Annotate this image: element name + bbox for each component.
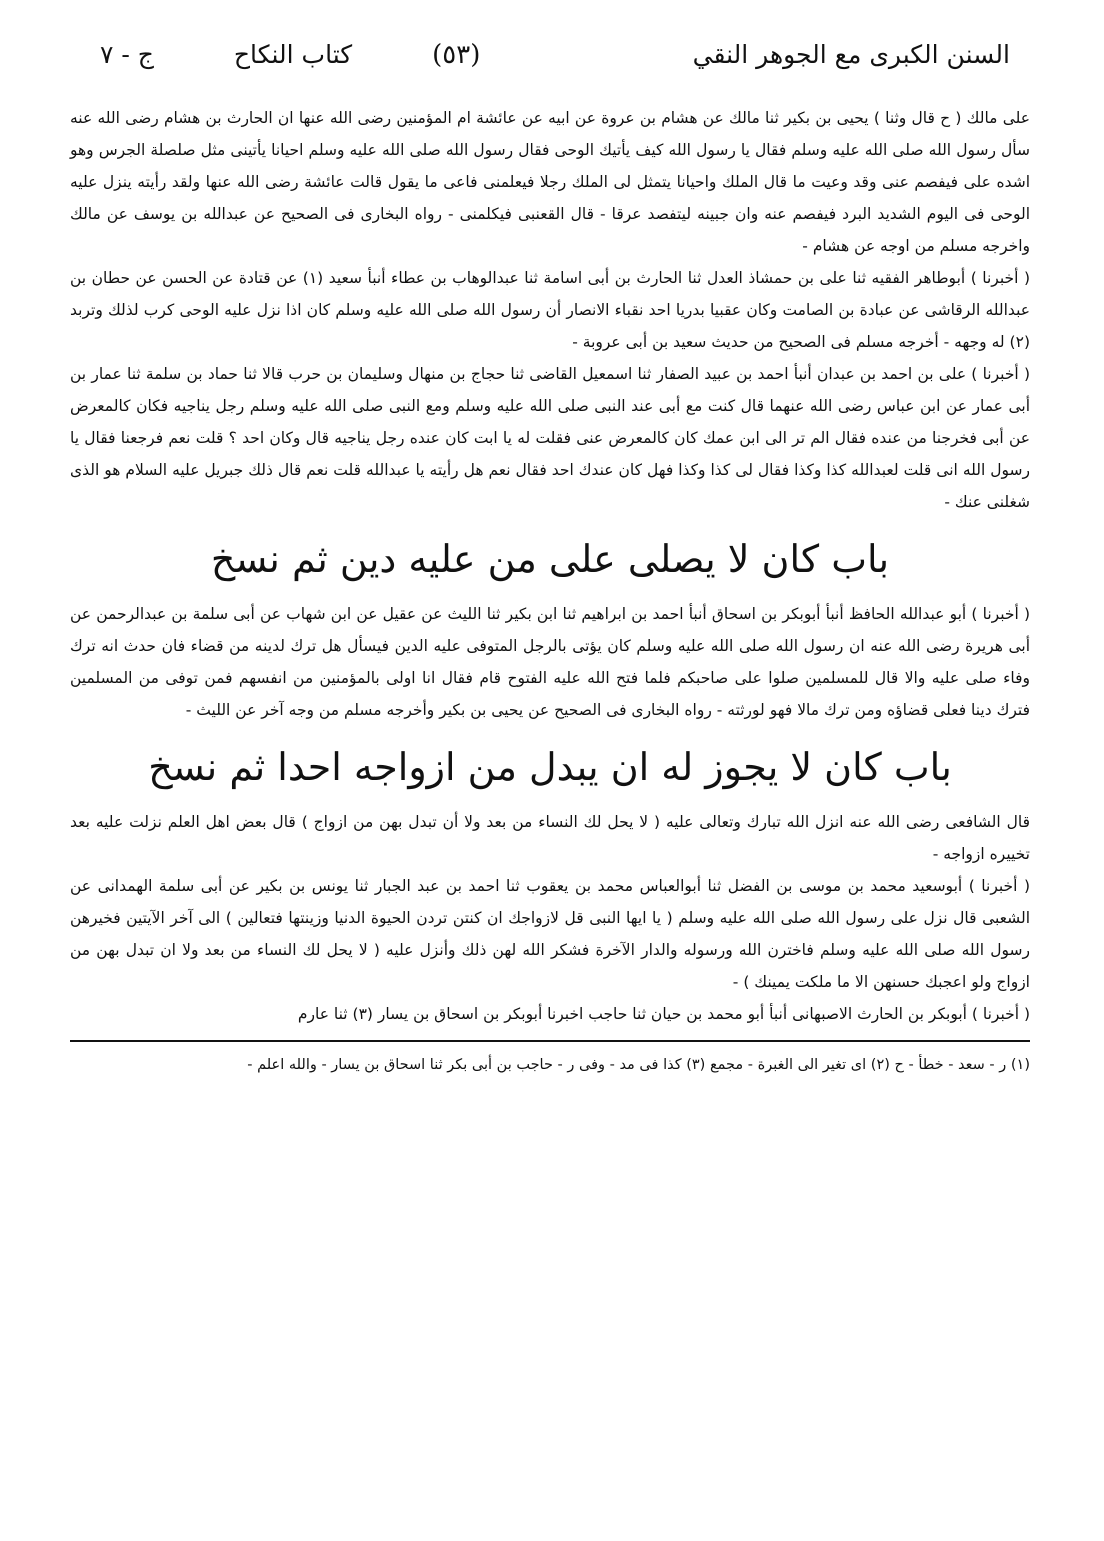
section-heading-debt-prayer: باب كان لا يصلى على من عليه دين ثم نسخ [210, 537, 890, 581]
paragraph-hadith-shabi: ( أخبرنا ) أبوسعيد محمد بن موسى بن الفضل ثنا أبوالعباس محمد بن يعقوب ثنا احمد بن عبد الجبار ثنا يونس بن بكير عن أبى سلمة الهمدانى عن الشعبى قال نزل على رسول الله صلى الله عليه وسلم ( يا ايها النبى قل لازواجك ان كنتن تردن الحيوة الدنيا وزينتها فتعالين ) الى آخر الآيتين فخيرهن رسول الله صلى الله عليه وسلم فاخترن الله ورسوله والدار الآخرة فشكر الله لهن ذلك وأنزل عليه ( لا يحل لك النساء من بعد ولا ان تبدل بهن من ازواج ولو اعجبك حسنهن الا ما ملكت يمينك ) - [70, 877, 1030, 991]
book-page [70, 40, 1030, 1520]
footnote-divider [70, 1040, 1030, 1042]
paragraph-hadith-asbahani: ( أخبرنا ) أبوبكر بن الحارث الاصبهانى أنبأ أبو محمد بن حيان ثنا حاجب اخبرنا أبوبكر بن اسحاق بن يسار (٣) ثنا عارم [297, 1005, 1030, 1023]
running-header [70, 40, 1030, 102]
paragraph-hadith-revelation: على مالك ( ح قال وثنا ) يحيى بن بكير ثنا مالك عن هشام بن عروة عن ابيه عن عائشة ام المؤمنين رضى الله عنها ان الحارث بن هشام رضى الله عنه سأل رسول الله صلى الله عليه وسلم فقال يا رسول الله كيف يأتيك الوحى فقال رسول الله صلى الله عليه وسلم احيانا يأتينى مثل صلصلة الجرس وهو اشده على فيفصم عنى وقد وعيت ما قال الملك واحيانا يتمثل لى الملك رجلا فيعلمنى فاعى ما يقول قالت عائشة رضى الله عنها ولقد رأيته ينزل عليه الوحى فى اليوم الشديد البرد فيفصم عنه وان جبينه ليتفصد عرقا - قال القعنبى فيكلمنى - رواه البخارى فى الصحيح عن عبدالله بن يوسف عن مالك واخرجه مسلم من اوجه عن هشام - [70, 109, 1030, 255]
paragraph-hadith-ibn-abbas: ( أخبرنا ) على بن احمد بن عبدان أنبأ احمد بن عبيد الصفار ثنا اسمعيل القاضى ثنا حجاج بن منهال وسليمان بن حرب قالا ثنا حماد بن سلمة ثنا عمار بن أبى عمار عن ابن عباس رضى الله عنهما قال كنت مع أبى عند النبى صلى الله عليه وسلم ومع النبى صلى الله عليه وسلم رجل يناجيه فكان كالمعرض عن أبى فخرجنا من عنده فقال الم تر الى ابن عمك كان كالمعرض عنى فقلت له يا ابت كان عنده رجل يناجيه قال وكان احد ؟ قلت نعم فرجعنا فقال يا رسول الله انى قلت لعبدالله كذا وكذا فقال لى كذا وكذا فهل كان عندك احد فقال نعم هل رأيته يا عبدالله قلت نعم قال ذلك جبريل عليه السلام هو الذى شغلنى عنك - [70, 365, 1030, 511]
paragraph-hadith-ubada: ( أخبرنا ) أبوطاهر الفقيه ثنا على بن حمشاذ العدل ثنا الحارث بن أبى اسامة ثنا عبدالوهاب بن عطاء أنبأ سعيد (١) عن قتادة عن الحسن عن حطان بن عبدالله الرقاشى عن عبادة بن الصامت وكان عقبيا بدريا احد نقباء الانصار أن رسول الله صلى الله عليه وسلم كان اذا نزل عليه الوحى كرب لذلك وتربد (٢) له وجهه - أخرجه مسلم فى الصحيح من حديث سعيد بن أبى عروبة - [70, 269, 1030, 351]
paragraph-hadith-debtor: ( أخبرنا ) أبو عبدالله الحافظ أنبأ أبوبكر بن اسحاق أنبأ احمد بن ابراهيم ثنا ابن بكير ثنا الليث عن عقيل عن ابن شهاب عن أبى سلمة بن عبدالرحمن عن أبى هريرة رضى الله عنه ان رسول الله صلى الله عليه وسلم كان يؤتى بالرجل المتوفى عليه الدين فيسأل هل ترك لدينه من قضاء فان حدث انه ترك وفاء صلى عليه والا قال للمسلمين صلوا على صاحبكم فلما فتح الله عليه الفتوح قام فقال انا اولى بالمؤمنين من انفسهم فمن توفى من المسلمين فترك دينا فعلى قضاؤه ومن ترك مالا فهو لورثته - رواه البخارى فى الصحيح عن يحيى بن بكير وأخرجه مسلم من وجه آخر عن الليث - [70, 605, 1030, 719]
book-title: السنن الكبرى مع الجوهر النقي [692, 40, 1010, 69]
chapter-title: كتاب النكاح [233, 40, 353, 69]
section-heading-wives-exchange: باب كان لا يجوز له ان يبدل من ازواجه احدا ثم نسخ [148, 745, 952, 789]
header-left-group [100, 40, 480, 70]
paragraph-shafii-quote: قال الشافعى رضى الله عنه انزل الله تبارك وتعالى عليه ( لا يحل لك النساء من بعد ولا أن تبدل بهن من ازواج ) قال بعض اهل العلم نزلت عليه بعد تخييره ازواجه - [70, 813, 1030, 863]
footnotes: (١) ر - سعد - خطأ - ح (٢) اى تغير الى الغبرة - مجمع (٣) كذا فى مد - وفى ر - حاجب بن أبى بكر ثنا اسحاق بن يسار - والله اعلم - [247, 1057, 1030, 1073]
page-number: (٥٣) [432, 40, 481, 70]
volume-number: ج - ٧ [100, 40, 154, 69]
